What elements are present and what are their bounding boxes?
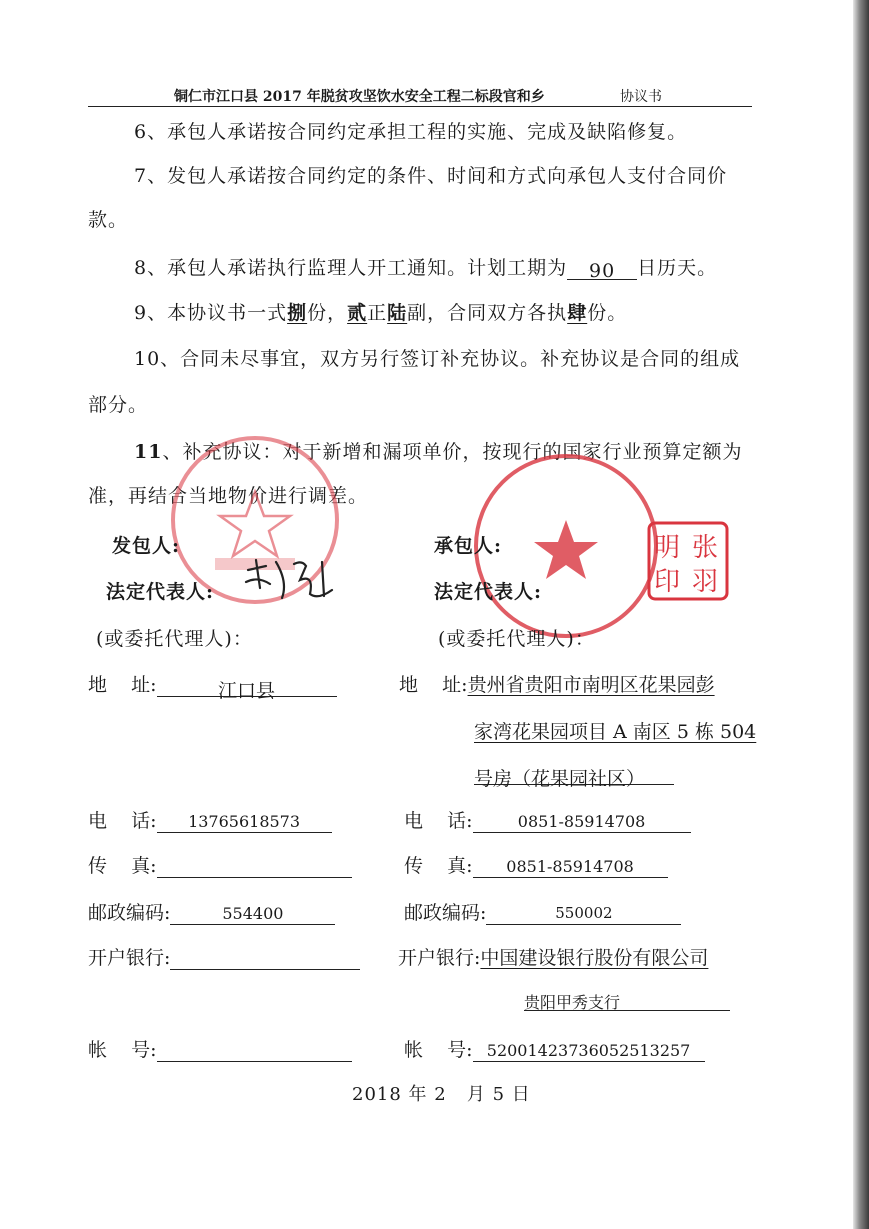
signing-date: 2018 年 2 月 5 日 [352,1084,531,1105]
contractor-bank-label: 开户银行: [398,947,481,969]
contractor-postal-row [404,898,681,925]
employer-phone-value: 13765618573 [157,812,332,833]
contractor-phone-value: 0851-85914708 [473,812,691,833]
employer-address-row [88,670,337,702]
svg-text:印: 印 [654,567,681,597]
employer-postal-value: 554400 [170,904,335,925]
contractor-phone-label: 电 话: [404,810,473,832]
contractor-address-line3-row [474,763,674,790]
contractor-postal-value: 550002 [486,904,681,925]
contractor-address-line1: 贵州省贵阳市南明区花果园彭 [467,674,715,696]
clause-9-text: 9、本协议书一式 [134,302,288,324]
employer-fax-label: 传 真: [88,855,157,877]
clause-9-text4: 副，合同双方各执 [407,302,568,324]
contractor-address-line3: 号房（花果园社区） [474,764,674,785]
employer-account-row [88,1035,352,1062]
svg-text:张: 张 [692,533,719,563]
employer-bank-row [88,943,360,970]
clause-8-days: 90 [567,259,637,280]
personal-seal [646,520,730,602]
employer-fax-value [157,857,352,878]
employer-bank-label: 开户银行: [88,947,171,969]
contractor-account-label: 帐 号: [404,1039,473,1061]
employer-fax-row [88,851,352,878]
employer-address-value: 江口县 [157,676,337,697]
employer-signature [236,552,346,607]
clause-9-each: 肆 [567,302,588,324]
employer-postal-label: 邮政编码: [88,902,171,924]
clause-11-line2: 准，再结合当地物价进行调差。 [88,485,369,507]
clause-10-line2: 部分。 [88,394,149,416]
clause-7-line2: 款。 [88,209,129,231]
header-doctype: 协议书 [620,89,662,105]
svg-text:明: 明 [654,533,681,563]
contractor-account-row [404,1035,705,1062]
contractor-bank-line2-row [524,989,730,1011]
contractor-phone-row [404,806,691,833]
clause-7-line1: 7、发包人承诺按合同约定的条件、时间和方式向承包人支付合同价 [134,165,728,187]
clause-9-originals: 贰 [347,302,368,324]
contractor-agent-label: (或委托代理人)： [438,628,595,650]
svg-text:羽: 羽 [692,567,719,597]
employer-account-value [157,1041,352,1062]
clause-9-text5: 份。 [587,302,628,324]
contractor-address-row [399,670,715,697]
clause-9-duplicates: 陆 [387,302,408,324]
page-edge-shadow [853,0,869,1229]
clause-8 [134,256,717,280]
clause-10-line1: 10、合同未尽事宜，双方另行签订补充协议。补充协议是合同的组成 [134,348,741,370]
employer-party-label: 发包人: [112,535,181,557]
contractor-fax-row [404,851,668,878]
clause-11-number: 11 [134,441,163,463]
clause-11-text: 、补充协议：对于新增和漏项单价，按现行的国家行业预算定额为 [162,441,743,463]
contractor-fax-label: 传 真: [404,855,473,877]
employer-agent-label: (或委托代理人)： [96,628,253,650]
clause-9 [134,301,627,325]
contractor-party-label: 承包人: [434,535,503,557]
clause-9-copies: 捌 [287,302,308,324]
contractor-bank-line2: 贵阳甲秀支行 [524,990,730,1011]
contractor-fax-value: 0851-85914708 [473,857,668,878]
employer-phone-label: 电 话: [88,810,157,832]
contractor-rep-label: 法定代表人: [434,581,543,603]
contractor-address-label: 地 址: [399,674,468,696]
clause-9-text3: 正 [367,302,388,324]
clause-8-suffix: 日历天。 [637,257,718,279]
employer-bank-value [170,949,360,970]
contractor-address-line2: 家湾花果园项目 A 南区 5 栋 504 [474,721,757,743]
contractor-bank-line1: 中国建设银行股份有限公司 [480,947,709,969]
contractor-bank-row [398,943,708,970]
clause-6: 6、承包人承诺按合同约定承担工程的实施、完成及缺陷修复。 [134,121,688,143]
clause-8-text: 8、承包人承诺执行监理人开工通知。计划工期为 [134,257,568,279]
employer-phone-row [88,806,332,833]
header-title: 铜仁市江口县 2017 年脱贫攻坚饮水安全工程二标段官和乡 [174,89,545,105]
contractor-postal-label: 邮政编码: [404,902,487,924]
employer-postal-row [88,898,335,925]
contractor-account-value: 52001423736052513257 [473,1041,705,1062]
clause-9-text2: 份， [307,302,348,324]
employer-account-label: 帐 号: [88,1039,157,1061]
document-header [88,84,752,107]
employer-rep-label: 法定代表人: [106,581,215,603]
employer-address-label: 地 址: [88,674,157,696]
